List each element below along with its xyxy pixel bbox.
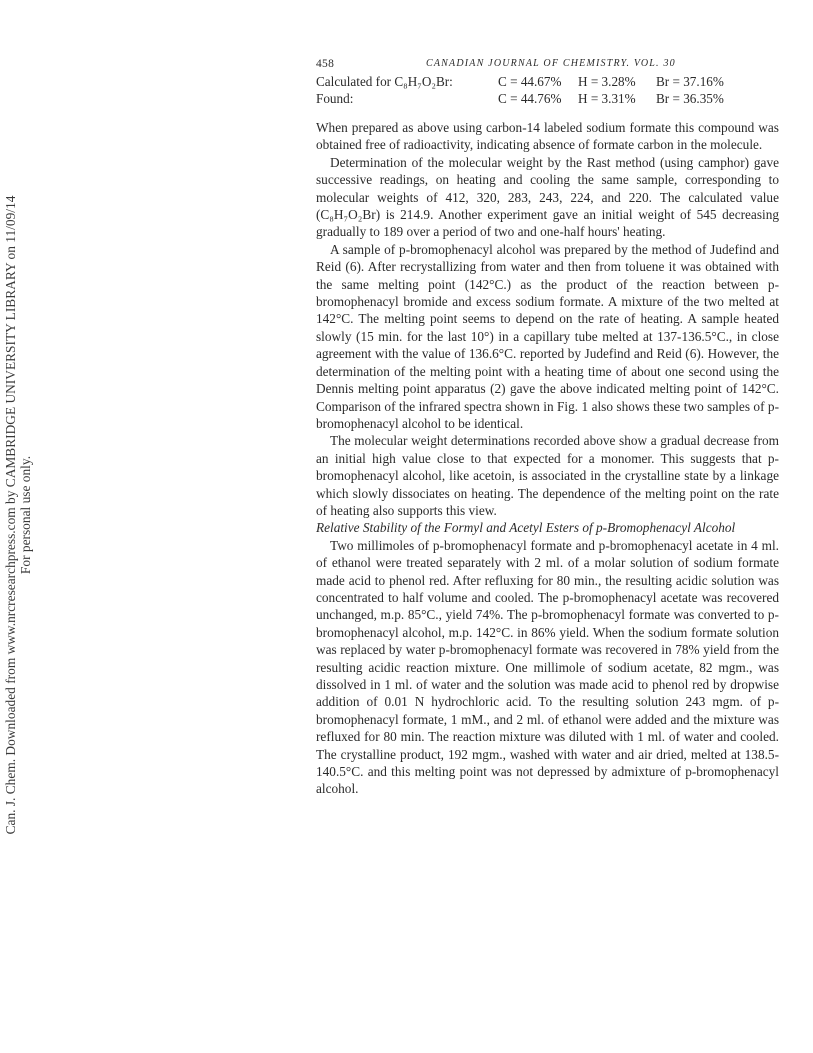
analysis-calculated-carbon: C = 44.67% bbox=[498, 74, 562, 89]
analysis-calculated-hydrogen: H = 3.28% bbox=[578, 74, 636, 89]
article-body bbox=[316, 119, 779, 798]
section-heading: Relative Stability of the Formyl and Acetyl Esters of p-Bromophenacyl Alcohol bbox=[316, 520, 736, 536]
analysis-found-hydrogen: H = 3.31% bbox=[578, 91, 636, 106]
analysis-found-bromine: Br = 36.35% bbox=[656, 91, 724, 106]
running-head: CANADIAN JOURNAL OF CHEMISTRY. VOL. 30 bbox=[426, 58, 676, 69]
page-number: 458 bbox=[316, 58, 335, 70]
analysis-calculated-row bbox=[316, 73, 779, 90]
analysis-calculated-label: Calculated for C₈H₇O₂Br: bbox=[316, 74, 453, 89]
paragraph-sample-preparation: A sample of p-bromophenacyl alcohol was prepared by the method of Judefind and Reid (6). After recrystallizing from water and then from toluene it was obtained with the same melting point (142°C.) as the product of the reaction between p-bromophenacyl bromide and excess sodium formate. A mixture of the two melted at 142°C. The melting point seems to depend on the rate of heating. A sample heated slowly (15 min. for the last 10°) in a capillary tube melted at 137-136.5°C., in close agreement with the value of 136.6°C. reported by Judefind and Reid (6). However, the determination of the melting point with a heating time of about one second using the Dennis melting point apparatus (2) gave the above indicated melting point of 142°C. Comparison of the infrared spectra shown in Fig. 1 also shows these two samples of p-bromophenacyl alcohol to be identical. bbox=[316, 241, 779, 431]
analysis-found-row bbox=[316, 90, 779, 107]
page-header bbox=[316, 58, 779, 74]
analysis-found-carbon: C = 44.76% bbox=[498, 91, 562, 106]
paragraph-radioactivity: When prepared as above using carbon-14 labeled sodium formate this compound was obtained free of radioactivity, indicating absence of formate carbon in the molecule. bbox=[316, 120, 779, 153]
elemental-analysis bbox=[316, 73, 779, 107]
download-notice bbox=[3, 170, 47, 860]
paragraph-ester-stability: Two millimoles of p-bromophenacyl formate and p-bromophenacyl acetate in 4 ml. of ethanol were treated separately with 2 ml. of a molar solution of sodium formate made acid to phenol red. After refluxing for 80 min., the resulting acidic solution was concentrated to half volume and cooled. The p-bromophenacyl acetate was recovered unchanged, m.p. 85°C., yield 74%. The p-bromophenacyl formate was converted to p-bromophenacyl alcohol, m.p. 142°C. in 86% yield. When the sodium formate solution was replaced by water p-bromophenacyl formate was recovered in 78% yield from the resulting acidic reaction mixture. One millimole of sodium acetate, 82 mgm., was dissolved in 1 ml. of water and the solution was made acid to phenol red by dropwise addition of 0.01 N hydrochloric acid. To the resulting solution 243 mgm. of p-bromophenacyl formate, 1 mM., and 2 ml. of ethanol were added and the mixture was refluxed for 80 min. The reaction mixture was diluted with 1 ml. of water and cooled. The crystalline product, 192 mgm., washed with water and air dried, melted at 138.5-140.5°C. and this melting point was not depressed by admixture of p-bromophenacyl alcohol. bbox=[316, 537, 779, 797]
analysis-found-label: Found: bbox=[316, 91, 354, 106]
analysis-calculated-bromine: Br = 37.16% bbox=[656, 74, 724, 89]
download-notice-line1: Can. J. Chem. Downloaded from www.nrcresearchpress.com by CAMBRIDGE UNIVERSITY LIBRARY on 11/09/14 bbox=[3, 195, 18, 835]
paragraph-molecular-weight: The molecular weight determinations recorded above show a gradual decrease from an initial high value close to that expected for a monomer. This suggests that p-bromophenacyl alcohol, like acetoin, is associated in the crystalline state by a linkage which slowly dissociates on heating. The dependence of the melting point on the rate of heating also supports this view. bbox=[316, 433, 779, 518]
paragraph-rast-method: Determination of the molecular weight by the Rast method (using camphor) gave successive readings, on heating and cooling the same sample, corresponding to molecular weights of 412, 320, 283, 243, 224, and 220. The calculated value (C₈H₇O₂Br) is 214.9. Another experiment gave an initial weight of 545 decreasing gradually to 189 over a period of two and one-half hours' heating. bbox=[316, 154, 779, 240]
download-notice-line2: For personal use only. bbox=[18, 455, 33, 575]
